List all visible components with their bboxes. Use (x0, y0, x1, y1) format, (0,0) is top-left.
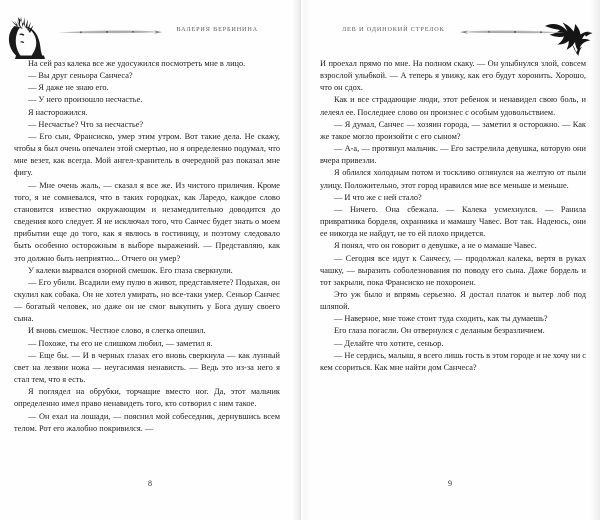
paragraph: — И что же с ней стало? (334, 192, 422, 202)
paragraph: — Несчастье? Что за несчастье? (28, 119, 144, 129)
paragraph: Это уж было и впрямь серьезно. Я достал платок и вытер лоб под шляпой. (320, 289, 586, 312)
paragraph: На сей раз калека все же удосужился посмотреть мне в лицо. (28, 59, 246, 68)
paragraph: Его глаза погасли. Он отвернулся с деланым безразличием. (334, 326, 545, 336)
paragraph: Как и все страдающие люди, этот ребенок и ненавидел свою боль, и лелеял ее. Последнее слово он произнес с особым удовольствием. (320, 95, 586, 117)
paragraph: — Наверное, мне тоже стоит туда сходить, как ты думаешь? (334, 314, 548, 324)
page-left-body (14, 58, 280, 435)
page-number-right: 9 (448, 479, 452, 488)
paragraph: И проехал прямо по мне. На полном скаку. — Он улыбнулся злой, совсем взрослой улыбкой. — А теперь я увижу, как его будут хоронить. Хорошо, что он сдох. (320, 59, 586, 93)
paragraph: — Делайте что хотите, сеньор. (334, 338, 444, 348)
running-head-left-text: ВАЛЕРИЯ ВЕРБИНИНА (176, 25, 258, 33)
running-head-right (320, 0, 586, 58)
paragraph: — Его убили. Всадили ему пулю в живот, представляете? Подыхая, он скулил как собака. Он не хотел умирать, но все-таки умер. Сеньор Санчес — богатый человек, но даже он не смог выкупить у Бога душу своего сына. (14, 277, 280, 324)
paragraph: — Мне очень жаль, — сказал я все же. Из чистого приличия. Кроме того, я не сомневался, что в таких городках, как Ларедо, каждое слово становится известно окружающим и незамедлительно доводится до сведения кого следует. Я не исключал того, что Санчес будет знать о моем прибытии еще до того, как я явлюсь в гостиницу, и поэтому следовало быть особенно осторожным в выборе выражений. — Представляю, как это должно быть неприятно... Отчего он умер? (14, 180, 280, 263)
paragraph: — Вы друг сеньора Санчеса? (28, 71, 133, 81)
arrow-flourish-rule-icon (55, 24, 163, 34)
paragraph: — Не сердись, малыш, я всего лишь гость в этом городе и не хочу ни с кем ссориться. Как мне найти дом Санчеса? (320, 350, 586, 372)
running-head-right-text: ЛЕВ И ОДИНОКИЙ СТРЕЛОК (342, 25, 445, 33)
page-right-body (320, 58, 586, 374)
page-number-left: 8 (148, 479, 152, 488)
paragraph: — Я даже не знаю его. (28, 83, 109, 93)
paragraph: Я понял, что он говорит о девушке, а не о мамаше Чавес. (334, 241, 537, 251)
paragraph: И вновь смешок. Честное слово, я слегка опешил. (28, 326, 206, 336)
paragraph: Я облился холодным потом и тоскливо оглянулся на желтую от пыли улицу. Положительно, этот город нравился мне все меньше и меньше. (320, 168, 586, 190)
paragraph: Я насторожился. (28, 107, 88, 117)
arrow-flourish-rule-icon (459, 24, 567, 34)
paragraph: — Еще бы. — И в черных глазах его вновь сверкнула — как лунный свет на лезвии ножа — неугасимая ненависть. — Ведь это из-за него я стал тем, что я есть. (14, 350, 280, 385)
paragraph: — Сегодня все идут к Санчесу, — продолжал калека, вертя в руках чашку, — выразить соболезнования по поводу его сына. Даже бордель и тот закрыли, пока Франсиско не похоронен. (320, 253, 586, 287)
paragraph: У калеки вырвался озорной смешок. Его глаза сверкнули. (28, 265, 233, 275)
paragraph: — Его сын, Франсиско, умер этим утром. Вот такие дела. Не скажу, чтобы я был очень опечален этой смертью, но я определенно подумал, что мне везет, как всегда. Мой ангел-хранитель в очередной раз показал мне фигу. (14, 131, 280, 178)
paragraph: — Он ехал на лошади, — пояснил мой собеседник, дернувшись всем телом. Рот его жалобно покривился. — (14, 411, 280, 433)
paragraph: — У него произошло несчастье. (28, 95, 143, 105)
paragraph: — Похоже, ты его не слишком любил, — заметил я. (28, 338, 213, 348)
page-right (300, 0, 600, 520)
paragraph: — А-а, — протянул мальчик. — Его застрелила девушка, которую они вчера привезли. (320, 144, 586, 166)
paragraph: — Я думал, Санчес — хозяин города, — заметил я осторожно. — Как же такое могло произойти с его сыном? (320, 119, 586, 141)
paragraph: — Ничего. Она сбежала. — Калека усмехнулся. — Ранила привратника борделя, охранника и мамашу Чавес. Вот так. Надеюсь, они ее никогда не найдут, не то ей плохо придется. (320, 204, 586, 239)
paragraph: Я поглядел на обрубки, торчащие вместо ног. Да, этот мальчик определенно имел право ненавидеть того, кто сотворил с ним такое. (14, 387, 280, 409)
running-head-left (14, 0, 280, 58)
